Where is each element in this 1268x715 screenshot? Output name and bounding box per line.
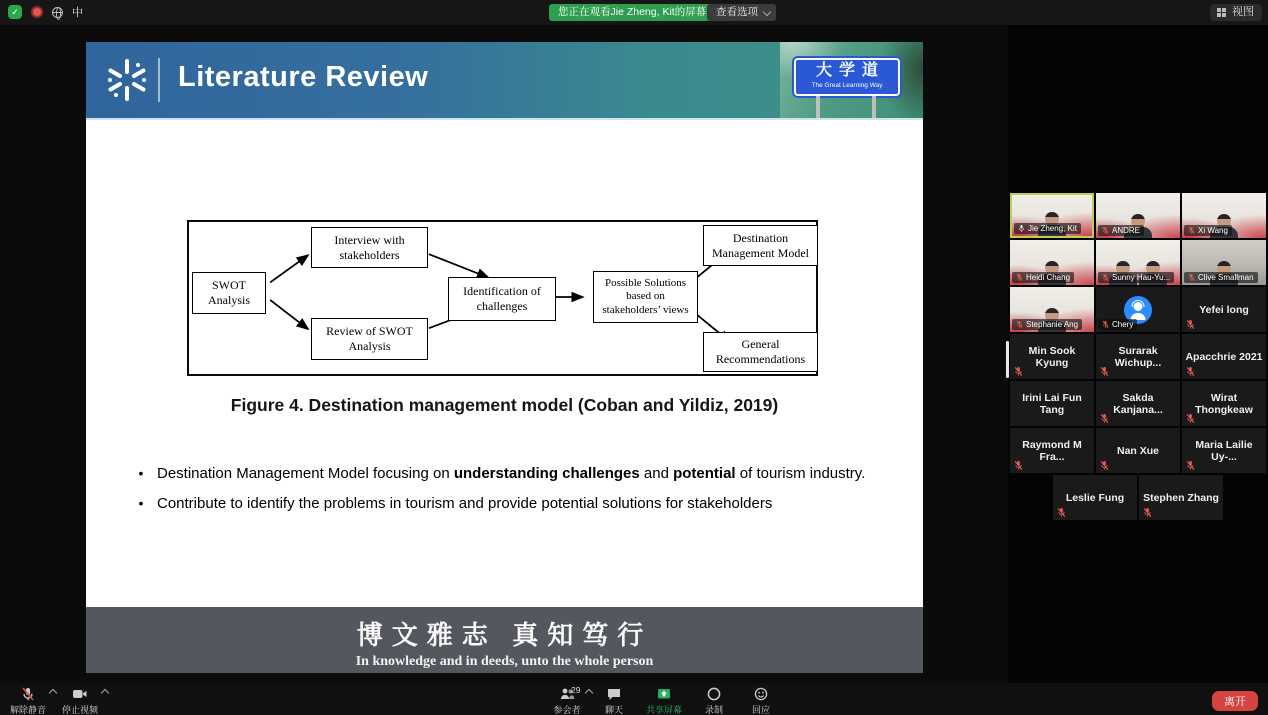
bullet-marker: • — [138, 495, 144, 511]
reactions-icon — [753, 686, 769, 702]
toolbar-camera-button[interactable] — [62, 686, 98, 715]
sign-post — [816, 96, 820, 118]
participant-tile[interactable] — [1010, 193, 1094, 238]
interpretation-globe-icon — [52, 7, 63, 18]
diagram-node-interview: Interview with stakeholders — [311, 227, 428, 268]
destination-management-diagram — [187, 220, 818, 376]
chat-icon — [606, 686, 622, 702]
toolbar-participants-button[interactable] — [552, 686, 582, 715]
participant-tile[interactable] — [1182, 428, 1266, 473]
mic-muted-icon — [1100, 458, 1109, 469]
mic-muted-icon — [20, 686, 36, 702]
mic-muted-icon — [1186, 364, 1195, 375]
participant-name-label: Heidi Chang — [1012, 272, 1074, 283]
chevron-up-icon[interactable] — [49, 689, 57, 697]
campus-photo — [780, 42, 923, 118]
mic-muted-icon — [1102, 226, 1109, 235]
street-sign — [794, 58, 900, 96]
street-sign-cn: 大学道 — [815, 62, 885, 79]
encryption-shield-icon: ✓ — [8, 5, 22, 19]
diagram-node-swot: SWOT Analysis — [192, 272, 266, 314]
view-options-label: 查看选项 — [716, 6, 758, 18]
participant-tile[interactable] — [1053, 475, 1137, 520]
toolbar-record-button[interactable] — [699, 686, 729, 715]
bullet-item — [136, 495, 916, 512]
toolbar-label: 参会者 — [553, 705, 581, 715]
mic-muted-icon — [1143, 505, 1152, 516]
diagram-node-review: Review of SWOT Analysis — [311, 318, 428, 360]
university-logo-icon — [104, 57, 150, 103]
mic-on-icon — [1018, 224, 1025, 233]
participant-name-label: Stephen Zhang — [1143, 491, 1219, 504]
street-sign-en: The Great Learning Way — [811, 82, 883, 89]
participant-name-label: Stephanie Ang — [1012, 319, 1082, 330]
participant-name-label: Nan Xue — [1116, 444, 1159, 457]
mic-muted-icon — [1014, 458, 1023, 469]
record-icon — [706, 686, 722, 702]
mic-muted-icon — [1100, 411, 1109, 422]
mic-muted-icon — [1016, 320, 1023, 329]
participant-tile[interactable] — [1096, 334, 1180, 379]
toolbar-label: 录制 — [705, 705, 724, 715]
mic-muted-icon — [1186, 411, 1195, 422]
slide-footer — [86, 607, 923, 673]
chevron-up-icon[interactable] — [585, 689, 593, 697]
slide-header — [86, 42, 923, 118]
view-menu-button[interactable] — [1210, 4, 1262, 21]
camera-icon — [72, 686, 88, 702]
diagram-node-possible: Possible Solutions based on stakeholders’ views — [593, 271, 698, 323]
bullet-marker: • — [138, 465, 144, 481]
leave-meeting-button[interactable]: 离开 — [1212, 691, 1258, 711]
participant-tile[interactable] — [1182, 193, 1266, 238]
participant-tile[interactable] — [1010, 287, 1094, 332]
participant-name-label: Apacchrie 2021 — [1185, 350, 1263, 363]
footer-motto-cn: 博文雅志 真知笃行 — [356, 621, 653, 650]
share-screen-icon — [656, 686, 672, 702]
participant-name-label: Leslie Fung — [1065, 491, 1125, 504]
participant-tile[interactable] — [1096, 287, 1180, 332]
participant-name-label: Sunny Hau-Yu... — [1098, 272, 1174, 283]
participants-count-badge: 29 — [571, 685, 581, 695]
shared-screen-stage — [0, 25, 1008, 683]
participant-tile[interactable] — [1182, 381, 1266, 426]
bullet-text: Destination Management Model focusing on understanding challenges and potential of tourism industry. — [157, 465, 866, 482]
participant-name-label: Wirat Thongkeaw — [1195, 391, 1253, 416]
participant-tile[interactable] — [1010, 240, 1094, 285]
participant-name-label: Jie Zheng, Kit — [1014, 223, 1081, 234]
toolbar-label: 共享屏幕 — [646, 705, 683, 715]
participant-name-label: Xi Wang — [1184, 225, 1232, 236]
participant-tile[interactable] — [1182, 240, 1266, 285]
toolbar-share-screen-button[interactable] — [646, 686, 682, 715]
participant-tile[interactable] — [1096, 428, 1180, 473]
participant-name-label: Clive Smallman — [1184, 272, 1258, 283]
meeting-titlebar — [0, 0, 1268, 25]
toolbar-label: 停止视频 — [62, 705, 99, 715]
recording-indicator-icon — [31, 6, 43, 18]
toolbar-chat-button[interactable] — [599, 686, 629, 715]
participant-name-label: Sakda Kanjana... — [1113, 391, 1163, 416]
toolbar-mic-muted-button[interactable] — [10, 686, 46, 715]
mic-muted-icon — [1100, 364, 1109, 375]
mic-muted-icon — [1188, 273, 1195, 282]
diagram-node-destination: Destination Management Model — [703, 225, 818, 266]
participant-name-label: Irini Lai Fun Tang — [1022, 391, 1082, 416]
participant-name-label: ANDRE — [1098, 225, 1144, 236]
mic-muted-icon — [1188, 226, 1195, 235]
participant-name-label: Yefei long — [1199, 303, 1249, 316]
language-indicator: 中 — [72, 7, 83, 19]
toolbar-label: 解除静音 — [10, 705, 47, 715]
participant-tile[interactable] — [1182, 334, 1266, 379]
mic-muted-icon — [1016, 273, 1023, 282]
participant-tile[interactable] — [1096, 240, 1180, 285]
participant-tile[interactable] — [1010, 381, 1094, 426]
diagram-node-identification: Identification of challenges — [448, 277, 556, 321]
mic-muted-icon — [1014, 364, 1023, 375]
watching-screen-banner[interactable]: 您正在观看Jie Zheng, Kit的屏幕 — [549, 4, 715, 21]
meeting-toolbar — [0, 683, 1268, 715]
participant-tile[interactable] — [1139, 475, 1223, 520]
participant-tile[interactable] — [1010, 334, 1094, 379]
participant-name-label: Raymond M Fra... — [1022, 438, 1082, 463]
participant-tile[interactable] — [1096, 193, 1180, 238]
toolbar-label: 聊天 — [604, 705, 623, 715]
toolbar-label: 回应 — [752, 705, 771, 715]
slide-title: Literature Review — [178, 61, 429, 93]
bullet-text: Contribute to identify the problems in tourism and provide potential solutions for stakeholders — [157, 495, 773, 512]
diagram-node-general: General Recommendations — [703, 332, 818, 372]
participant-name-label: Maria Lailie Uy-... — [1195, 438, 1253, 463]
mic-muted-icon — [1057, 505, 1066, 516]
mic-muted-icon — [1186, 317, 1195, 328]
view-menu-label: 视图 — [1232, 6, 1254, 18]
bullet-item — [136, 465, 916, 482]
mic-muted-icon — [1186, 458, 1195, 469]
presentation-slide — [86, 42, 923, 673]
chevron-up-icon[interactable] — [101, 689, 109, 697]
participant-name-label: Chery — [1098, 319, 1137, 330]
participant-tile[interactable] — [1182, 287, 1266, 332]
grid-view-icon — [1217, 8, 1226, 17]
bullet-list — [136, 465, 916, 525]
chevron-down-icon — [763, 8, 771, 16]
participant-tile[interactable] — [1096, 381, 1180, 426]
toolbar-reactions-button[interactable] — [746, 686, 776, 715]
figure-caption: Figure 4. Destination management model (Coban and Yildiz, 2019) — [230, 395, 779, 415]
sign-post — [872, 96, 876, 118]
mic-muted-icon — [1102, 273, 1109, 282]
participant-tile[interactable] — [1010, 428, 1094, 473]
participant-name-label: Min Sook Kyung — [1028, 344, 1076, 369]
footer-motto-en: In knowledge and in deeds, unto the whole person — [355, 654, 654, 669]
view-options-button[interactable] — [707, 4, 776, 21]
participant-name-label: Surarak Wichup... — [1114, 344, 1162, 369]
mic-muted-icon — [1102, 320, 1109, 329]
header-divider — [158, 58, 160, 102]
participant-gallery — [1008, 25, 1268, 683]
